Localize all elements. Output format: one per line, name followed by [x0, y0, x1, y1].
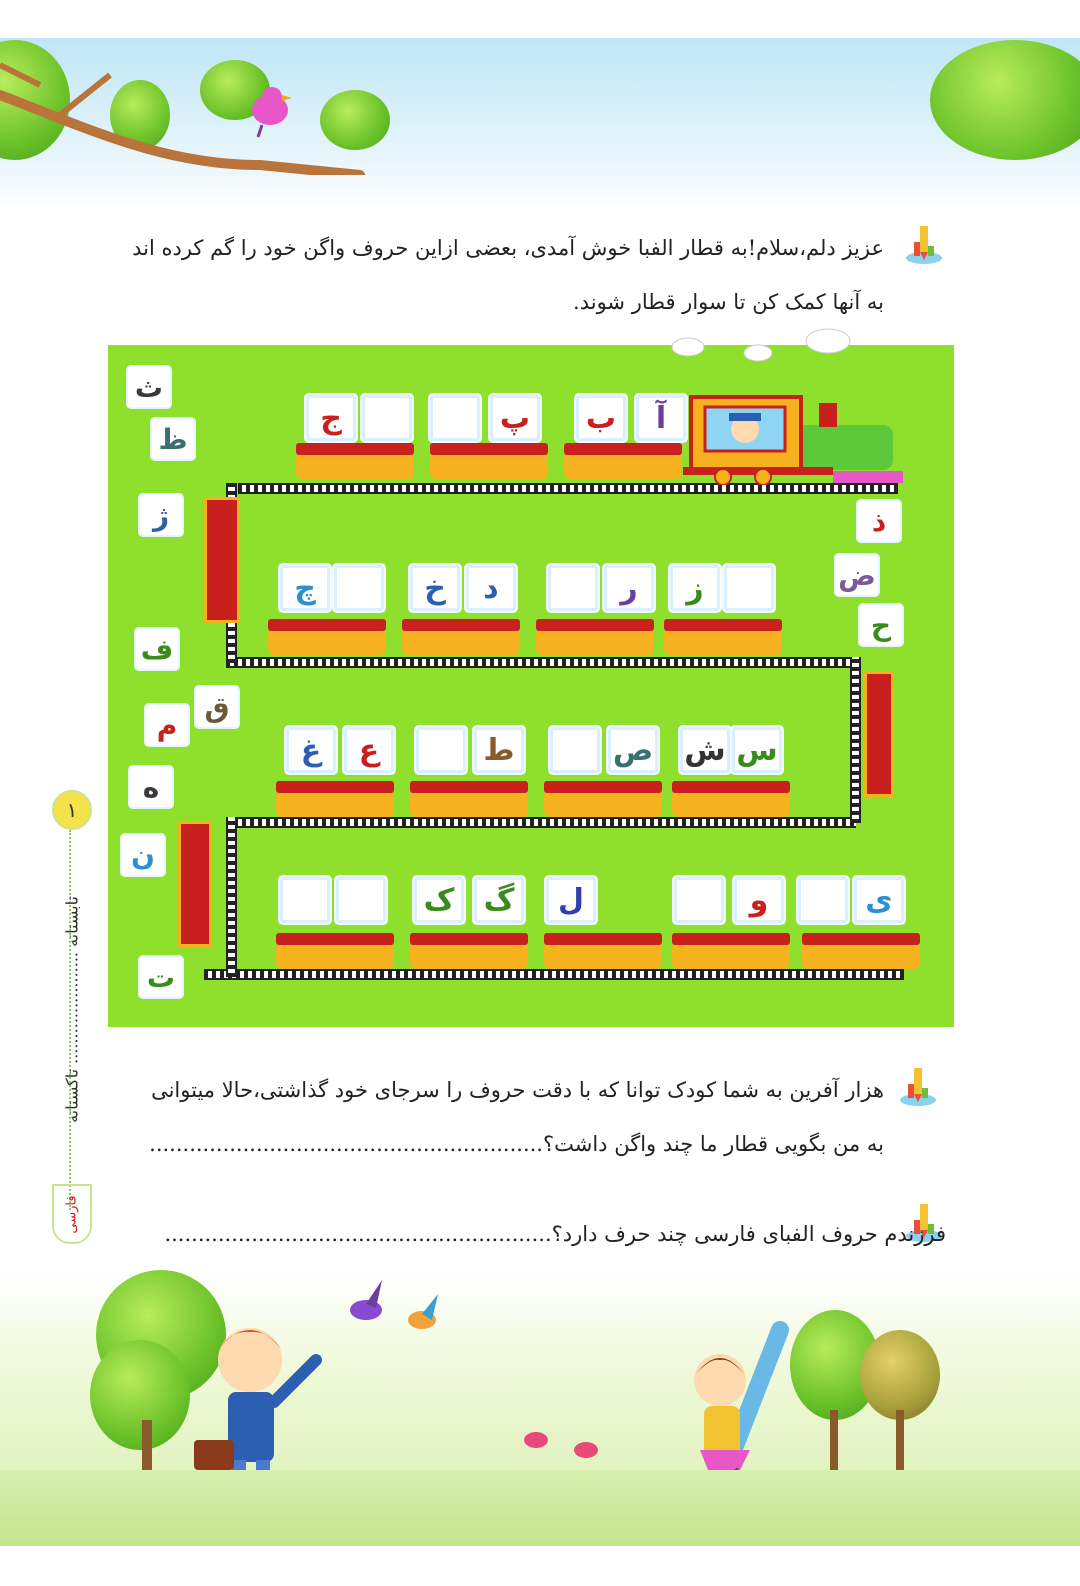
wagon	[410, 933, 528, 975]
loose-letter-tile[interactable]: ذ	[858, 501, 900, 541]
loose-letter-tile[interactable]: ف	[136, 629, 178, 669]
pencil-icon	[898, 1064, 938, 1108]
tree-canopy	[90, 1340, 190, 1450]
grass-ground	[0, 1470, 1080, 1546]
letter-slot[interactable]	[550, 727, 600, 773]
loose-letter-tile[interactable]: م	[146, 705, 188, 745]
letter-slot[interactable]: ز	[670, 565, 720, 611]
wagon-corner	[864, 671, 894, 797]
letter-slot[interactable]: د	[466, 565, 516, 611]
intro-line-1: عزیز دلم،سلام!به قطار الفبا خوش آمدی، بعضی ازاین حروف واگن خود را گم کرده اند	[132, 236, 884, 260]
wagon	[672, 933, 790, 975]
letter-slot[interactable]: ل	[546, 877, 596, 923]
letter-slot[interactable]: غ	[286, 727, 336, 773]
letter-slot[interactable]	[724, 565, 774, 611]
wagon	[276, 781, 394, 823]
letter-slot[interactable]: ب	[576, 395, 626, 441]
tree-canopy	[860, 1330, 940, 1420]
subject-label: فارسی	[64, 1194, 80, 1234]
wagon	[430, 443, 548, 485]
page-number: ۱	[52, 790, 92, 830]
letter-slot[interactable]	[334, 565, 384, 611]
letter-slot[interactable]: س	[732, 727, 782, 773]
letter-slot[interactable]: ط	[474, 727, 524, 773]
pencil-icon	[904, 222, 944, 266]
wagon	[544, 781, 662, 823]
rail-track-vertical	[226, 817, 237, 977]
question-1-line-2: به من بگویی قطار ما چند واگن داشت؟...........................................................	[149, 1132, 884, 1156]
letter-slot[interactable]	[430, 395, 480, 441]
letter-slot[interactable]: خ	[410, 565, 460, 611]
loose-letter-tile[interactable]: ح	[860, 605, 902, 645]
subject-badge	[52, 1184, 92, 1244]
letter-slot[interactable]: آ	[636, 395, 686, 441]
branch-with-bird-icon	[0, 55, 400, 175]
intro-line-2: به آنها کمک کن تا سوار قطار شوند.	[573, 290, 884, 314]
letter-slot[interactable]	[548, 565, 598, 611]
letter-slot[interactable]: چ	[280, 565, 330, 611]
letter-slot[interactable]	[416, 727, 466, 773]
wagon	[544, 933, 662, 975]
wagon	[802, 933, 920, 975]
question-2-line-1: فرزندم حروف الفبای فارسی چند حرف دارد؟..........................................................	[164, 1222, 946, 1246]
wagon	[564, 443, 682, 485]
letter-slot[interactable]: ش	[680, 727, 730, 773]
side-tab	[52, 790, 90, 1240]
letter-slot[interactable]	[336, 877, 386, 923]
letter-slot[interactable]: ع	[344, 727, 394, 773]
letter-slot[interactable]: و	[734, 877, 784, 923]
birds-icon	[342, 1280, 452, 1340]
loose-letter-tile[interactable]: ظ	[152, 419, 194, 459]
letter-slot[interactable]: ج	[306, 395, 356, 441]
wagon	[276, 933, 394, 975]
loose-letter-tile[interactable]: ن	[122, 835, 164, 875]
letter-slot[interactable]: پ	[490, 395, 540, 441]
letter-slot[interactable]: ر	[604, 565, 654, 611]
letter-slot[interactable]	[798, 877, 848, 923]
letter-slot[interactable]	[362, 395, 412, 441]
loose-letter-tile[interactable]: ث	[128, 367, 170, 407]
wagon	[536, 619, 654, 661]
loose-letter-tile[interactable]: ق	[196, 687, 238, 727]
wagon	[410, 781, 528, 823]
letter-slot[interactable]: ی	[854, 877, 904, 923]
question-1-line-1: هزار آفرین به شما کودک توانا که با دقت حروف را سرجای خود گذاشتی،حالا میتوانی	[151, 1078, 884, 1102]
letter-slot[interactable]	[280, 877, 330, 923]
loose-letter-tile[interactable]: ژ	[140, 495, 182, 535]
letter-slot[interactable]: ص	[608, 727, 658, 773]
bottom-illustration	[0, 1270, 1080, 1546]
letter-slot[interactable]: گ	[474, 877, 524, 923]
loose-letter-tile[interactable]: ه	[130, 767, 172, 807]
side-season-text: تابستانه ...................... تاکستانه	[62, 896, 82, 1123]
loose-letter-tile[interactable]: ض	[836, 555, 878, 595]
letter-slot[interactable]: ک	[414, 877, 464, 923]
wagon-corner	[204, 497, 240, 623]
wagon	[296, 443, 414, 485]
wagon	[402, 619, 520, 661]
wagon	[672, 781, 790, 823]
train-puzzle-board	[108, 345, 954, 1027]
small-birds-icon	[512, 1410, 622, 1470]
smoke-puff-icon	[668, 327, 868, 367]
locomotive-icon	[683, 385, 903, 485]
loose-letter-tile[interactable]: ت	[140, 957, 182, 997]
wagon	[664, 619, 782, 661]
letter-slot[interactable]	[674, 877, 724, 923]
wagon	[268, 619, 386, 661]
wagon-corner	[178, 821, 212, 947]
rail-track-vertical	[850, 657, 861, 823]
